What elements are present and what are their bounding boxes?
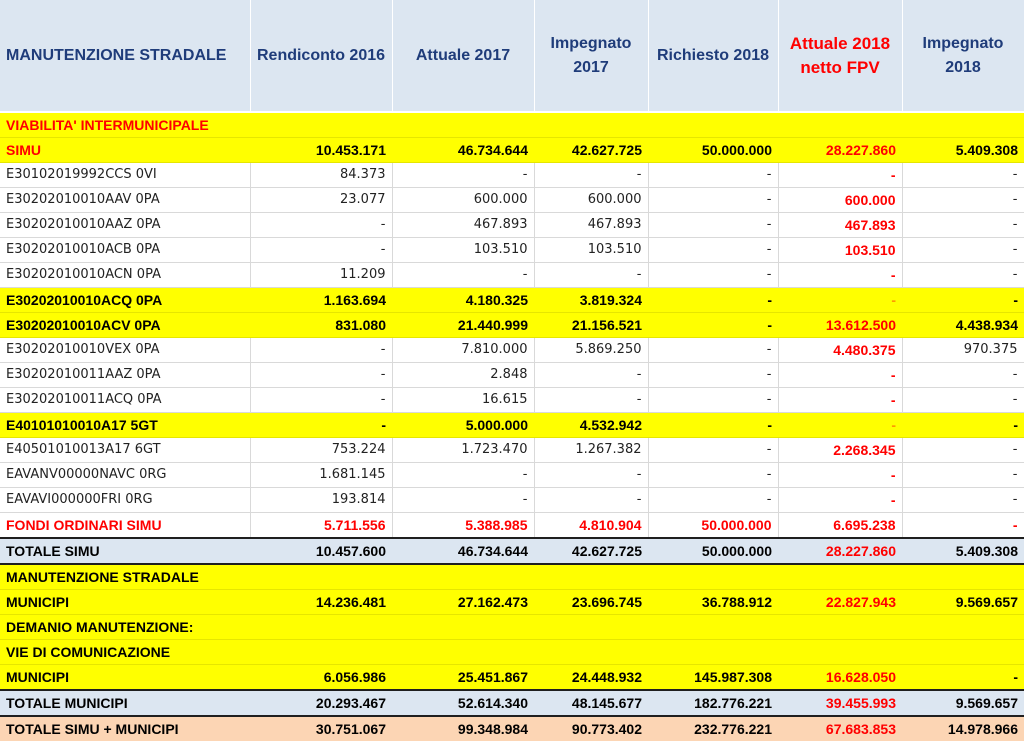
cell-impegnato-2018: 970.375 <box>902 338 1024 363</box>
table-row <box>0 288 1024 313</box>
row-label: DEMANIO MANUTENZIONE: <box>0 615 250 640</box>
table-row <box>0 238 1024 263</box>
cell-impegnato-2018: - <box>902 665 1024 691</box>
cell-rendiconto-2016: 11.209 <box>250 263 392 288</box>
cell-rendiconto-2016: 20.293.467 <box>250 690 392 716</box>
header-attuale-2017: Attuale 2017 <box>392 0 534 112</box>
cell <box>534 615 648 640</box>
row-label: VIABILITA' INTERMUNICIPALE <box>0 112 250 138</box>
table-row <box>0 615 1024 640</box>
cell-attuale-2017: 25.451.867 <box>392 665 534 691</box>
header-impegnato-2017: Impegnato 2017 <box>534 0 648 112</box>
cell-attuale-2018: - <box>778 288 902 313</box>
cell-attuale-2018: 13.612.500 <box>778 313 902 338</box>
cell-attuale-2017: 4.180.325 <box>392 288 534 313</box>
cell-richiesto-2018: - <box>648 213 778 238</box>
row-label: E40101010010A17 5GT <box>0 413 250 438</box>
cell-attuale-2018: 16.628.050 <box>778 665 902 691</box>
cell-richiesto-2018: - <box>648 388 778 413</box>
cell-attuale-2018: - <box>778 163 902 188</box>
cell-attuale-2017: 103.510 <box>392 238 534 263</box>
row-label: VIE DI COMUNICAZIONE <box>0 640 250 665</box>
cell-attuale-2018: - <box>778 263 902 288</box>
row-label: TOTALE MUNICIPI <box>0 690 250 716</box>
row-label: E30202010011ACQ 0PA <box>0 388 250 413</box>
header-richiesto-2018: Richiesto 2018 <box>648 0 778 112</box>
cell-impegnato-2018: - <box>902 488 1024 513</box>
cell-impegnato-2017: 90.773.402 <box>534 716 648 741</box>
table-row <box>0 413 1024 438</box>
row-label: E40501010013A17 6GT <box>0 438 250 463</box>
row-label: E30202010010AAZ 0PA <box>0 213 250 238</box>
row-label: E30202010010ACQ 0PA <box>0 288 250 313</box>
cell-impegnato-2018: - <box>902 163 1024 188</box>
cell-richiesto-2018: - <box>648 338 778 363</box>
cell-impegnato-2018: - <box>902 438 1024 463</box>
cell-impegnato-2018: 14.978.966 <box>902 716 1024 741</box>
cell <box>902 640 1024 665</box>
table-row <box>0 388 1024 413</box>
table-row <box>0 640 1024 665</box>
cell-rendiconto-2016: 5.711.556 <box>250 513 392 539</box>
cell-rendiconto-2016: 193.814 <box>250 488 392 513</box>
row-label: E30202010010ACN 0PA <box>0 263 250 288</box>
cell-richiesto-2018: 50.000.000 <box>648 513 778 539</box>
row-label: E30202010011AAZ 0PA <box>0 363 250 388</box>
cell-impegnato-2018: - <box>902 213 1024 238</box>
cell-attuale-2017: - <box>392 263 534 288</box>
cell-rendiconto-2016: 14.236.481 <box>250 590 392 615</box>
cell-impegnato-2017: - <box>534 488 648 513</box>
cell-richiesto-2018: 182.776.221 <box>648 690 778 716</box>
cell-rendiconto-2016: - <box>250 213 392 238</box>
row-label: TOTALE SIMU + MUNICIPI <box>0 716 250 741</box>
table-row <box>0 363 1024 388</box>
cell-richiesto-2018: 145.987.308 <box>648 665 778 691</box>
table-row <box>0 564 1024 590</box>
cell-impegnato-2017: 467.893 <box>534 213 648 238</box>
cell-rendiconto-2016: 10.453.171 <box>250 138 392 163</box>
table-row <box>0 463 1024 488</box>
cell-richiesto-2018: 50.000.000 <box>648 538 778 564</box>
cell-impegnato-2017: 4.532.942 <box>534 413 648 438</box>
cell <box>778 640 902 665</box>
cell-impegnato-2017: 1.267.382 <box>534 438 648 463</box>
cell <box>250 564 392 590</box>
cell-attuale-2017: 600.000 <box>392 188 534 213</box>
cell-attuale-2018: 467.893 <box>778 213 902 238</box>
cell-rendiconto-2016: - <box>250 238 392 263</box>
row-label: E30202010010ACB 0PA <box>0 238 250 263</box>
cell <box>250 640 392 665</box>
cell-richiesto-2018: - <box>648 238 778 263</box>
cell-attuale-2017: 467.893 <box>392 213 534 238</box>
grand-total-row <box>0 716 1024 741</box>
cell-richiesto-2018: - <box>648 288 778 313</box>
cell-rendiconto-2016: 10.457.600 <box>250 538 392 564</box>
cell-attuale-2018: - <box>778 488 902 513</box>
cell <box>392 112 534 138</box>
table-row <box>0 263 1024 288</box>
cell-attuale-2018: - <box>778 413 902 438</box>
row-label: E30202010010AAV 0PA <box>0 188 250 213</box>
cell-impegnato-2018: 4.438.934 <box>902 313 1024 338</box>
cell <box>778 112 902 138</box>
cell-rendiconto-2016: 30.751.067 <box>250 716 392 741</box>
cell <box>534 640 648 665</box>
cell-richiesto-2018: - <box>648 188 778 213</box>
table-row <box>0 590 1024 615</box>
cell-impegnato-2017: 600.000 <box>534 188 648 213</box>
cell <box>648 640 778 665</box>
header-rendiconto-2016: Rendiconto 2016 <box>250 0 392 112</box>
cell <box>902 112 1024 138</box>
cell-impegnato-2017: - <box>534 263 648 288</box>
table-row <box>0 213 1024 238</box>
cell-impegnato-2018: - <box>902 513 1024 539</box>
cell-attuale-2017: - <box>392 163 534 188</box>
table-row <box>0 488 1024 513</box>
cell-impegnato-2018: - <box>902 263 1024 288</box>
cell-attuale-2018: 39.455.993 <box>778 690 902 716</box>
row-label: FONDI ORDINARI SIMU <box>0 513 250 539</box>
cell-impegnato-2018: - <box>902 363 1024 388</box>
cell-attuale-2017: 46.734.644 <box>392 138 534 163</box>
cell-attuale-2017: 1.723.470 <box>392 438 534 463</box>
row-label: E30102019992CCS 0VI <box>0 163 250 188</box>
cell-attuale-2018: - <box>778 463 902 488</box>
table-row <box>0 338 1024 363</box>
cell-rendiconto-2016: 753.224 <box>250 438 392 463</box>
cell-impegnato-2018: 9.569.657 <box>902 590 1024 615</box>
row-label: MANUTENZIONE STRADALE <box>0 564 250 590</box>
cell-rendiconto-2016: - <box>250 413 392 438</box>
cell-attuale-2018: 28.227.860 <box>778 138 902 163</box>
cell-rendiconto-2016: - <box>250 388 392 413</box>
cell-attuale-2018: 28.227.860 <box>778 538 902 564</box>
cell-attuale-2017: - <box>392 488 534 513</box>
header-category: MANUTENZIONE STRADALE <box>0 0 250 112</box>
cell-attuale-2017: 5.388.985 <box>392 513 534 539</box>
cell-impegnato-2018: - <box>902 288 1024 313</box>
cell-impegnato-2018: - <box>902 238 1024 263</box>
row-label: MUNICIPI <box>0 665 250 691</box>
cell-impegnato-2018: 9.569.657 <box>902 690 1024 716</box>
cell <box>534 112 648 138</box>
cell-attuale-2017: 52.614.340 <box>392 690 534 716</box>
cell-attuale-2018: 22.827.943 <box>778 590 902 615</box>
cell-attuale-2017: 46.734.644 <box>392 538 534 564</box>
cell <box>778 615 902 640</box>
cell-impegnato-2017: - <box>534 163 648 188</box>
cell-impegnato-2017: 3.819.324 <box>534 288 648 313</box>
cell-attuale-2018: - <box>778 363 902 388</box>
cell-impegnato-2017: 24.448.932 <box>534 665 648 691</box>
total-row <box>0 538 1024 564</box>
table-row <box>0 188 1024 213</box>
cell-impegnato-2018: - <box>902 188 1024 213</box>
table-row <box>0 313 1024 338</box>
row-label: E30202010010VEX 0PA <box>0 338 250 363</box>
cell <box>534 564 648 590</box>
table-row <box>0 138 1024 163</box>
table-row <box>0 438 1024 463</box>
cell-attuale-2017: 5.000.000 <box>392 413 534 438</box>
cell-impegnato-2017: 103.510 <box>534 238 648 263</box>
cell-attuale-2018: 103.510 <box>778 238 902 263</box>
cell-richiesto-2018: - <box>648 263 778 288</box>
cell-attuale-2018: 6.695.238 <box>778 513 902 539</box>
cell-impegnato-2017: 48.145.677 <box>534 690 648 716</box>
cell-impegnato-2017: - <box>534 388 648 413</box>
cell-rendiconto-2016: - <box>250 338 392 363</box>
cell <box>250 112 392 138</box>
cell-richiesto-2018: - <box>648 363 778 388</box>
cell-attuale-2018: 600.000 <box>778 188 902 213</box>
row-label: SIMU <box>0 138 250 163</box>
cell-attuale-2018: 2.268.345 <box>778 438 902 463</box>
cell-impegnato-2017: 5.869.250 <box>534 338 648 363</box>
cell-rendiconto-2016: 1.163.694 <box>250 288 392 313</box>
cell-rendiconto-2016: - <box>250 363 392 388</box>
cell-impegnato-2017: - <box>534 363 648 388</box>
row-label: EAVANV00000NAVC 0RG <box>0 463 250 488</box>
cell <box>648 615 778 640</box>
cell-impegnato-2018: - <box>902 413 1024 438</box>
header-impegnato-2018: Impegnato 2018 <box>902 0 1024 112</box>
table-row <box>0 665 1024 691</box>
cell <box>392 615 534 640</box>
cell-rendiconto-2016: 831.080 <box>250 313 392 338</box>
cell-attuale-2017: 27.162.473 <box>392 590 534 615</box>
cell-rendiconto-2016: 6.056.986 <box>250 665 392 691</box>
table-row <box>0 112 1024 138</box>
cell-attuale-2017: 2.848 <box>392 363 534 388</box>
cell-impegnato-2017: 23.696.745 <box>534 590 648 615</box>
row-label: MUNICIPI <box>0 590 250 615</box>
cell <box>902 564 1024 590</box>
cell-rendiconto-2016: 1.681.145 <box>250 463 392 488</box>
cell-impegnato-2018: - <box>902 463 1024 488</box>
cell-richiesto-2018: - <box>648 413 778 438</box>
cell-impegnato-2018: 5.409.308 <box>902 138 1024 163</box>
row-label: TOTALE SIMU <box>0 538 250 564</box>
cell-rendiconto-2016: 84.373 <box>250 163 392 188</box>
cell-impegnato-2017: 42.627.725 <box>534 138 648 163</box>
cell-richiesto-2018: 232.776.221 <box>648 716 778 741</box>
cell-richiesto-2018: 50.000.000 <box>648 138 778 163</box>
cell-attuale-2017: - <box>392 463 534 488</box>
cell-impegnato-2017: - <box>534 463 648 488</box>
total-row <box>0 690 1024 716</box>
cell-impegnato-2017: 4.810.904 <box>534 513 648 539</box>
row-label: E30202010010ACV 0PA <box>0 313 250 338</box>
cell <box>902 615 1024 640</box>
cell-richiesto-2018: - <box>648 488 778 513</box>
cell-rendiconto-2016: 23.077 <box>250 188 392 213</box>
cell-impegnato-2017: 42.627.725 <box>534 538 648 564</box>
cell-richiesto-2018: 36.788.912 <box>648 590 778 615</box>
cell-attuale-2018: - <box>778 388 902 413</box>
cell <box>392 640 534 665</box>
cell-richiesto-2018: - <box>648 313 778 338</box>
row-label: EAVAVI000000FRI 0RG <box>0 488 250 513</box>
cell-attuale-2017: 99.348.984 <box>392 716 534 741</box>
header-row <box>0 0 1024 112</box>
cell-attuale-2017: 16.615 <box>392 388 534 413</box>
cell-attuale-2017: 21.440.999 <box>392 313 534 338</box>
cell-impegnato-2017: 21.156.521 <box>534 313 648 338</box>
cell-attuale-2017: 7.810.000 <box>392 338 534 363</box>
cell-richiesto-2018: - <box>648 163 778 188</box>
cell-richiesto-2018: - <box>648 438 778 463</box>
header-attuale-2018-netto-fpv: Attuale 2018 netto FPV <box>778 0 902 112</box>
table-row <box>0 163 1024 188</box>
cell <box>648 564 778 590</box>
cell-impegnato-2018: - <box>902 388 1024 413</box>
table-row <box>0 513 1024 539</box>
cell-richiesto-2018: - <box>648 463 778 488</box>
cell <box>392 564 534 590</box>
cell-attuale-2018: 67.683.853 <box>778 716 902 741</box>
cell-impegnato-2018: 5.409.308 <box>902 538 1024 564</box>
cell <box>648 112 778 138</box>
cell-attuale-2018: 4.480.375 <box>778 338 902 363</box>
cell <box>250 615 392 640</box>
cell <box>778 564 902 590</box>
